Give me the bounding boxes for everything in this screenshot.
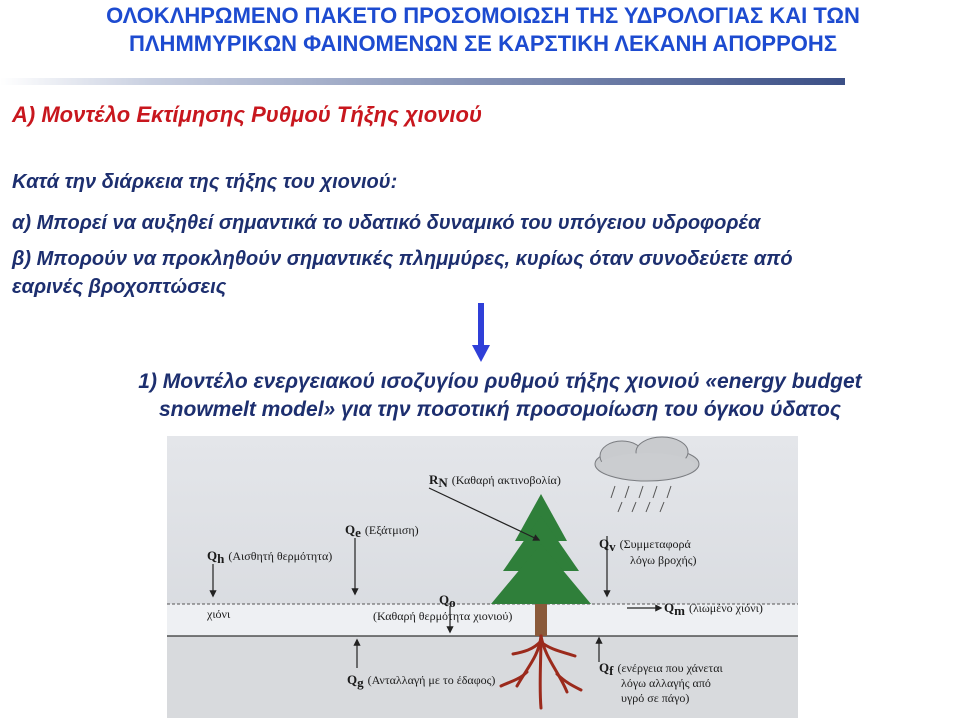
qf-label-line-3: υγρό σε πάγο) xyxy=(621,691,690,705)
model-line-1: 1) Μοντέλο ενεργειακού ισοζυγίου ρυθμού τήξης χιονιού «energy budget xyxy=(138,370,862,393)
energy-budget-diagram xyxy=(167,436,798,718)
qm-label: Qm (λιωμένο χιόνι) xyxy=(664,600,763,618)
point-b-line-1: β) Μπορούν να προκληθούν σημαντικές πλημμύρες, κυρίως όταν συνοδεύετε από xyxy=(12,248,793,270)
down-arrow-icon xyxy=(471,303,491,363)
model-description xyxy=(60,368,940,424)
title-divider xyxy=(0,78,845,85)
qv-label-line-2: λόγω βροχής) xyxy=(630,553,697,567)
qf-label: Qf (ενέργεια που χάνεται xyxy=(599,660,723,678)
point-a: α) Μπορεί να αυξηθεί σημαντικά το υδατικό δυναμικό του υπόγειου υδροφορέα xyxy=(12,212,761,234)
point-b xyxy=(12,245,952,301)
qg-label: Qg (Ανταλλαγή με το έδαφος) xyxy=(347,672,496,690)
slide-title xyxy=(18,2,948,58)
qo-description: (Καθαρή θερμότητα χιονιού) xyxy=(373,609,513,623)
rn-label: RN (Καθαρή ακτινοβολία) xyxy=(429,472,561,490)
qf-label-line-2: λόγω αλλαγής από xyxy=(621,676,711,690)
intro-text: Κατά την διάρκεια της τήξης του χιονιού: xyxy=(12,171,398,193)
qo-label: Qo xyxy=(439,592,456,610)
snow-label: χιόνι xyxy=(207,607,231,621)
qv-label: Qv (Συμμεταφορά xyxy=(599,536,691,554)
title-line-1: ΟΛΟΚΛΗΡΩΜΕΝΟ ΠΑΚΕΤΟ ΠΡΟΣΟΜΟΙΩΣΗ ΤΗΣ ΥΔΡΟΛΟΓΙΑΣ ΚΑΙ ΤΩΝ xyxy=(106,3,860,28)
qh-label: Qh (Αισθητή θερμότητα) xyxy=(207,548,333,566)
title-line-2: ΠΛΗΜΜΥΡΙΚΩΝ ΦΑΙΝΟΜΕΝΩΝ ΣΕ ΚΑΡΣΤΙΚΗ ΛΕΚΑΝΗ ΑΠΟΡΡΟΗΣ xyxy=(129,31,837,56)
model-line-2: snowmelt model» για την ποσοτική προσομοίωση του όγκου ύδατος xyxy=(159,398,841,421)
section-heading: Α) Μοντέλο Εκτίμησης Ρυθμού Τήξης χιονιού xyxy=(12,102,482,127)
cloud-icon xyxy=(595,437,699,481)
qe-label: Qe (Εξάτμιση) xyxy=(345,522,419,540)
point-b-line-2: εαρινές βροχοπτώσεις xyxy=(12,276,227,298)
